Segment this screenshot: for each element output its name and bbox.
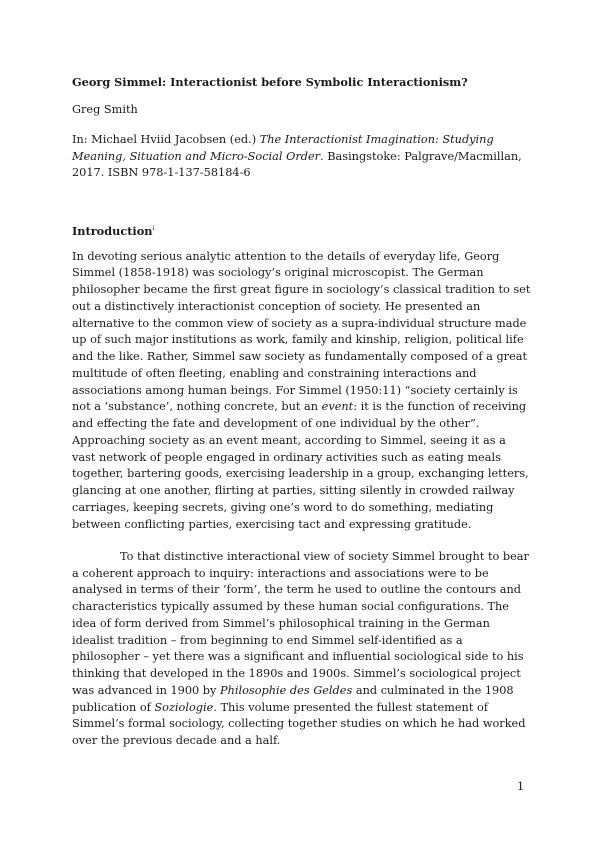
section-heading (72, 223, 532, 239)
citation-book-title: The Interactionist Imagination: Studying Meaning, Situation and Micro-Social Order (72, 133, 494, 163)
paragraph-2-book-2: Soziologie (154, 700, 214, 714)
citation (72, 132, 532, 182)
author-name: Greg Smith (72, 103, 138, 116)
document-page (72, 64, 532, 750)
section-heading-text: Introduction (72, 223, 153, 238)
page-number: 1 (517, 780, 525, 793)
citation-suffix: . Basingstoke: Palgrave/Macmillan, 2017. ISBN 978-1-137-58184-6 (72, 149, 522, 179)
paragraph-1-text-a: In devoting serious analytic attention to the details of everyday life, Georg Simmel (1858-1918) was sociology’s original microscopist. The German philosopher became the first great figure in sociology’s classical tradition to set out a distinctively interactionist conception of society. He presented an alternative to the common view of society as a supra-individual structure made up of such major institutions as work, family and kinship, religion, political life and the like. Rather, Simmel saw society as fundamentally composed of a great multitude of often fleeting, enabling and constraining interactions and associations among human beings. For Simmel (1950:11) “society certainly is not a ‘substance’, nothing concrete, but an (72, 249, 531, 414)
body-paragraph-1 (72, 249, 532, 534)
footnote-marker: i (152, 224, 155, 232)
paragraph-1-emphasis: event (321, 400, 354, 414)
paragraph-2-text-c: . This volume presented the fullest statement of Simmel’s formal sociology, collecting together studies on which he had worked over the previous decade and a half. (72, 700, 526, 747)
body-paragraph-2 (72, 549, 532, 750)
paragraph-2-text-a: To that distinctive interactional view of society Simmel brought to bear a coherent approach to inquiry: interactions and associations were to be analysed in terms of their ‘form’, the term he used to outline the contours and characteristics typically assumed by these human social configurations. The idea of form derived from Simmel’s philosophical training in the German idealist tradition – from beginning to end Simmel self-identified as a philosopher – yet there was a significant and influential sociological side to his thinking that developed in the 1890s and 1900s. Simmel’s sociological project was advanced in 1900 by (72, 549, 529, 697)
paragraph-2-text-b: and culminated in the 1908 publication of (72, 683, 514, 714)
paper-title: Georg Simmel: Interactionist before Symbolic Interactionism? (72, 75, 468, 89)
paragraph-2-book-1: Philosophie des Geldes (220, 683, 353, 697)
paragraph-1-text-b: : it is the function of receiving and effecting the fate and development of one individual by the other”. Approaching society as an event meant, according to Simmel, seeing it as a vast network of people engaged in ordinary activities such as eating meals together, bartering goods, exercising leadership in a group, exchanging letters, glancing at one another, flirting at parties, sitting silently in crowded railway carriages, keeping secrets, giving one’s word to do something, mediating between conflicting parties, exercising tact and expressing gratitude. (72, 400, 529, 531)
citation-prefix: In: Michael Hviid Jacobsen (ed.) (72, 133, 260, 146)
